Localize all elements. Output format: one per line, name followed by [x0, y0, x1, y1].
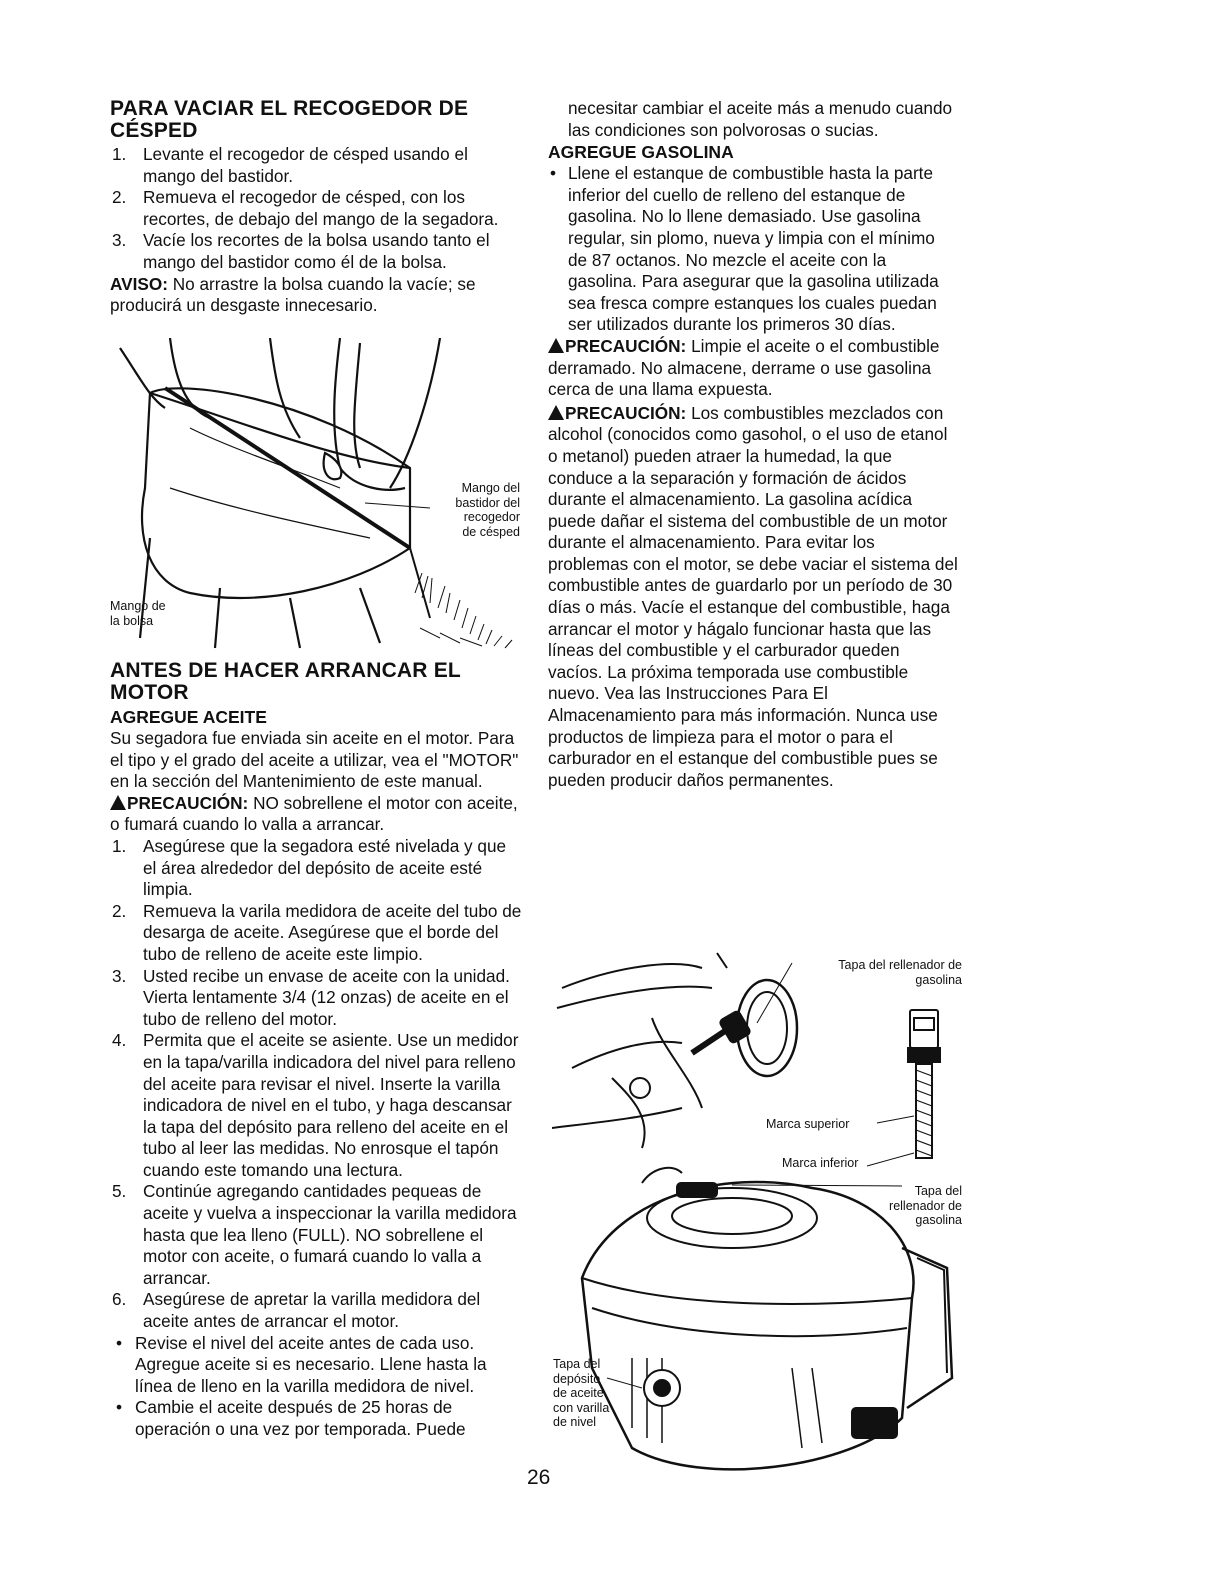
page-number: 26 [527, 1466, 551, 1489]
left-column-lower [110, 660, 522, 1441]
list-item: 3. Usted recibe un envase de aceite con la unidad. Vierta lentamente 3/4 (12 onzas) de aceite en el tubo de relleno del motor. [112, 965, 510, 1029]
callout-bag-handle: Mango de la bolsa [110, 599, 166, 628]
callout-frame-handle: Mango del bastidor del recogedor de césped [455, 481, 520, 539]
continued-text: necesitar cambiar el aceite más a menudo cuando las condiciones son polvorosas o sucias. [568, 98, 953, 140]
list-item: 2. Remueva la varila medidora de aceite del tubo de desarga de aceite. Asegúrese que el borde del tubo de relleno de aceite este limpio. [112, 900, 522, 964]
right-column [548, 98, 958, 791]
list-item: • Revise el nivel del aceite antes de cada uso. Agregue aceite si es necesario. Llene hasta la línea de lleno en la varilla medidora de nivel. [116, 1332, 487, 1396]
list-item: 1. Levante el recogedor de césped usando el mango del bastidor. [112, 144, 468, 186]
list-item: 3. Vacíe los recortes de la bolsa usando tanto el mango del bastidor como él de la bolsa. [112, 230, 490, 272]
empty-bag-steps [110, 144, 522, 274]
subtitle-add-gas: AGREGUE GASOLINA [548, 142, 734, 163]
list-item: • Llene el estanque de combustible hasta la parte inferior del cuello de relleno del estanque de gasolina. No lo llene demasiado. Use gasolina regular, sin plomo, nueva y limpia con el mínimo de 87 octanos. No mezcle el aceite con la gasolina. Para asegurar que la gasolina utilizada sea fresca compre estanques los cuales puedan ser utilizados durante los primeros 30 días. [550, 163, 939, 335]
list-item: 1. Asegúrese que la segadora esté nivelada y que el área alrededor del depósito de aceite esté limpia. [112, 835, 507, 900]
oil-intro: Su segadora fue enviada sin aceite en el motor. Para el tipo y el grado del aceite a utilizar, vea el "MOTOR" en la sección del Mantenimiento de este manual. [110, 728, 519, 792]
callout-fuel-cap-right: Tapa del rellenador de gasolina [889, 1184, 962, 1227]
add-oil-steps [110, 836, 522, 1333]
left-column [110, 98, 522, 317]
list-item: 2. Remueva el recogedor de césped, con los recortes, de debajo del mango de la segadora. [112, 187, 499, 229]
list-item: 6. Asegúrese de apretar la varilla medidora del aceite antes de arrancar el motor. [112, 1289, 481, 1332]
notice: AVISO: No arrastre la bolsa cuando la vacíe; se producirá un desgaste innecesario. [110, 273, 476, 316]
section-title-empty-bag: PARA VACIAR EL RECOGEDOR DE CÉSPED [110, 97, 469, 142]
callout-fuel-cap-top: Tapa del rellenador de gasolina [838, 958, 962, 987]
caution-spill: PRECAUCIÓN: Limpie el aceite o el combustible derramado. No almacene, derrame o use gasolina cerca de una llama expuesta. [548, 335, 940, 400]
warning-icon [548, 405, 564, 420]
list-item: 5. Continúe agregando cantidades pequeas de aceite y vuelva a inspeccionar la varilla medidora hasta que lea lleno (FULL). NO sobrellene el motor con aceite, o fumará cuando lo valla a arrancar. [112, 1181, 517, 1288]
callout-upper-mark: Marca superior [766, 1117, 850, 1131]
oil-bullets [110, 1333, 522, 1441]
section-title-before-start: ANTES DE HACER ARRANCAR EL MOTOR [110, 659, 461, 704]
callout-oil-cap: Tapa del depósito de aceite con varilla de nivel [553, 1357, 610, 1429]
caution-alcohol-fuel: PRECAUCIÓN: Los combustibles mezclados con alcohol (conocidos como gasohol, o el uso de etanol o metanol) pueden atraer la humedad, la que conduce a la separación y formación de ácidos durante el almacenamiento. La gasolina acídica puede dañar el sistema del combustible de un motor durante el almacenamiento. Para evitar los problemas con el motor, se debe vaciar el sistema del combustible antes de guardarlo por un período de 30 días o más. Vacíe el estanque del combustible, haga arrancar el motor y hágalo funcionar hasta que las líneas del combustible y el carburador queden vacíos. La próxima temporada use combustible nuevo. Vea las Instrucciones Para El Almacenamiento para más información. Nunca use productos de limpieza para el motor o para el carburador en el estanque del combustible pues se pueden producir daños permanentes. [548, 402, 958, 790]
warning-icon [548, 338, 564, 353]
gas-bullets [548, 163, 958, 336]
list-item: 4. Permita que el aceite se asiente. Use un medidor en la tapa/varilla indicadora del nivel para relleno del aceite para revisar el nivel. Inserte la varilla indicadora de nivel en el tubo, y haga descansar la tapa del depósito para relleno del aceite en el tubo al leer las medidas. No enrosque el tapón cuando este tomando una lectura. [112, 1030, 519, 1180]
list-item: • Cambie el aceite después de 25 horas de operación o una vez por temporada. Puede [116, 1397, 466, 1439]
caution-oil: PRECAUCIÓN: NO sobrellene el motor con aceite, o fumará cuando lo valla a arrancar. [110, 792, 518, 835]
subtitle-add-oil: AGREGUE ACEITE [110, 707, 267, 727]
callout-lower-mark: Marca inferior [782, 1156, 859, 1170]
warning-icon [110, 795, 126, 810]
